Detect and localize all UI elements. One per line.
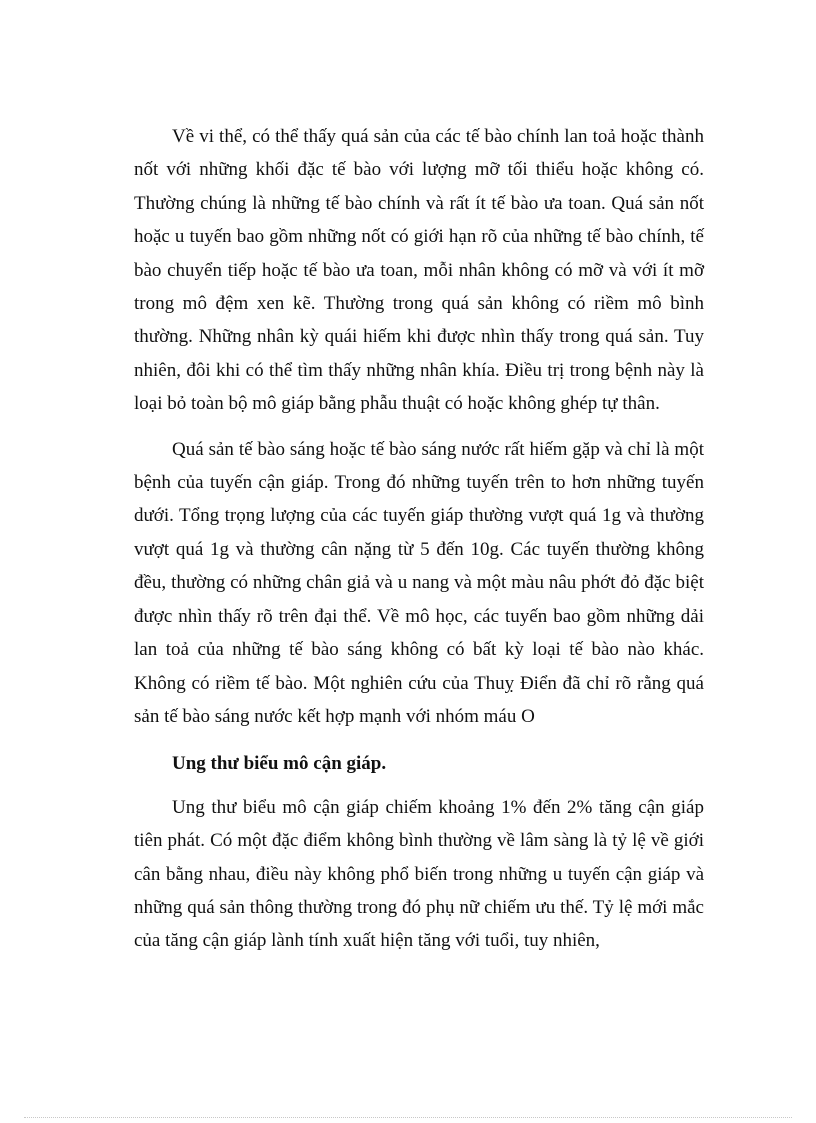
paragraph-clear-cell-hyperplasia: Quá sản tế bào sáng hoặc tế bào sáng nước rất hiếm gặp và chỉ là một bệnh của tuyến cận giáp. Trong đó những tuyến trên to hơn những tuyến dưới. Tổng trọng lượng của các tuyến giáp thường vượt quá 1g và thường vượt quá 1g và thường cân nặng từ 5 đến 10g. Các tuyến thường không đều, thường có những chân giả và u nang và một màu nâu phớt đỏ đặc biệt được nhìn thấy rõ trên đại thể. Về mô học, các tuyến bao gồm những dải lan toả của những tế bào sáng không có bất kỳ loại tế bào nào khác. Không có riềm tế bào. Một nghiên cứu của Thuỵ Điển đã chỉ rõ rằng quá sản tế bào sáng nước kết hợp mạnh với nhóm máu O: [134, 438, 704, 727]
section-heading: Ung thư biểu mô cận giáp.: [172, 753, 387, 775]
document-body: [134, 120, 704, 958]
page-bottom-divider: [24, 1117, 792, 1118]
paragraph-parathyroid-carcinoma: Ung thư biểu mô cận giáp chiếm khoảng 1% đến 2% tăng cận giáp tiên phát. Có một đặc điểm không bình thường về lâm sàng là tỷ lệ về giới cân bằng nhau, điều này không phổ biến trong những u tuyến cận giáp và những quá sản thông thường trong đó phụ nữ chiếm ưu thế. Tỷ lệ mới mắc của tăng cận giáp lành tính xuất hiện tăng với tuổi, tuy nhiên,: [134, 796, 704, 952]
paragraph-microscopy: Về vi thể, có thể thấy quá sản của các tế bào chính lan toả hoặc thành nốt với những khối đặc tế bào với lượng mỡ tối thiểu hoặc không có. Thường chúng là những tế bào chính và rất ít tế bào ưa toan. Quá sản nốt hoặc u tuyến bao gồm những nốt có giới hạn rõ của những tế bào chính, tế bào chuyển tiếp hoặc tế bào ưa toan, mỗi nhân không có mỡ và với ít mỡ trong mô đệm xen kẽ. Thường trong quá sản không có riềm mô bình thường. Những nhân kỳ quái hiếm khi được nhìn thấy trong quá sản. Tuy nhiên, đôi khi có thể tìm thấy những nhân khía. Điều trị trong bệnh này là loại bỏ toàn bộ mô giáp bằng phẫu thuật có hoặc không ghép tự thân.: [134, 126, 704, 415]
